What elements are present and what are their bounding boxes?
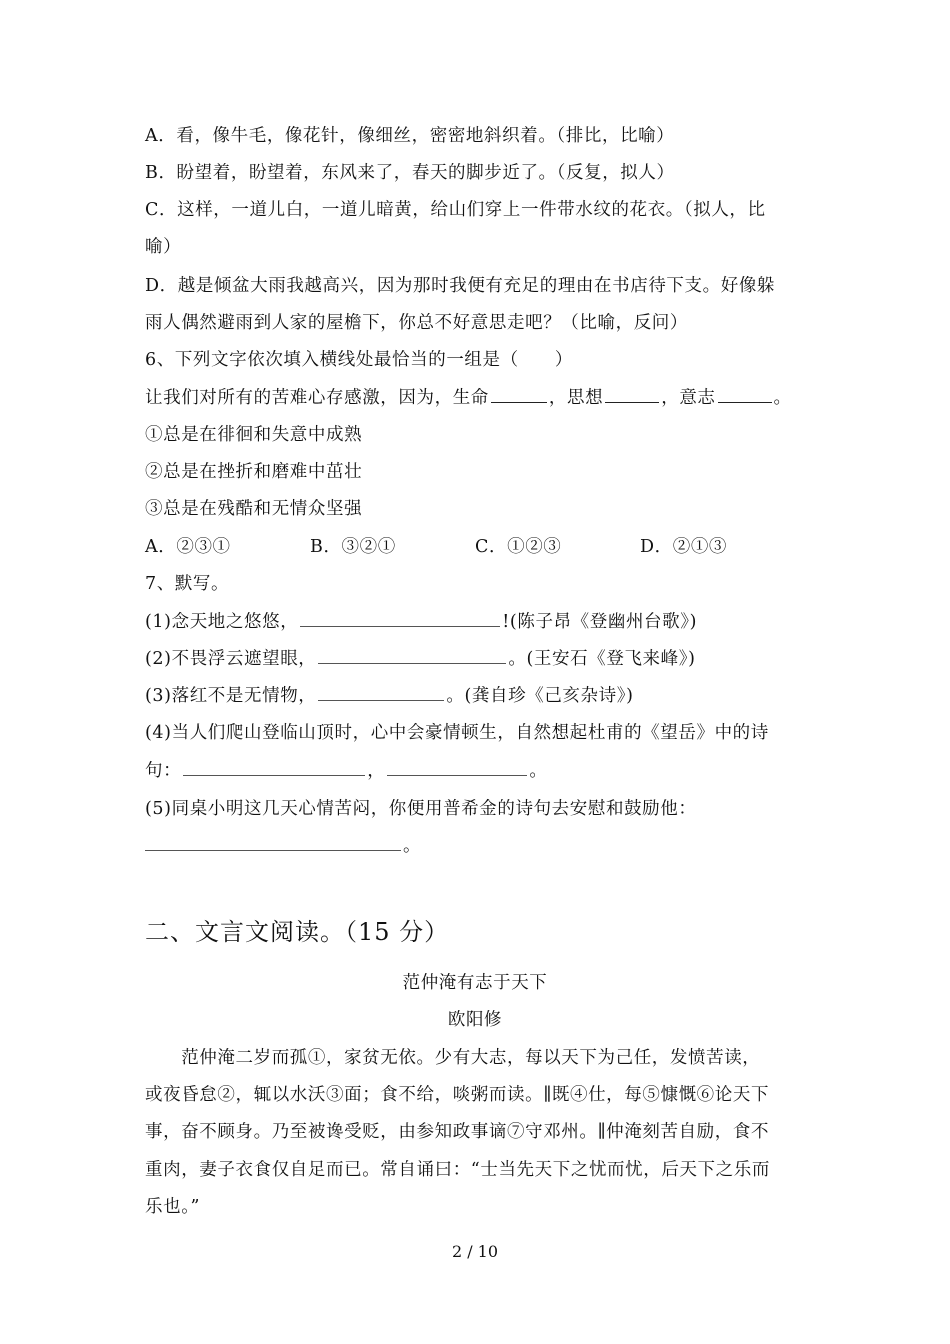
blank-2	[605, 384, 659, 403]
option-c-line2: 喻）	[145, 237, 182, 257]
q7-sub-1-source: !(陈子昂《登幽州台歌》)	[502, 612, 698, 632]
option-d-line2: 雨人偶然避雨到人家的屋檐下，你总不好意思走吧？（比喻，反问）	[145, 313, 688, 333]
blank-1	[491, 384, 547, 403]
option-d-line1: D．越是倾盆大雨我越高兴，因为那时我便有充足的理由在书店待下支。好像躲	[145, 276, 776, 296]
q7-sub-4-end: 。	[529, 761, 548, 781]
q7-sub-4-comma: ，	[367, 761, 386, 781]
option-c-line1: C．这样，一道儿白，一道儿暗黄，给山们穿上一件带水纹的花衣。（拟人，比	[145, 200, 766, 220]
q6-choice-c: C．①②③	[475, 537, 562, 557]
q6-choice-a: A．②③①	[145, 537, 231, 557]
q7-sub-2	[145, 645, 696, 670]
q7-sub-1-text: (1)念天地之悠悠，	[145, 612, 299, 632]
passage-line-2: 或夜昏怠②，辄以水沃③面；食不给，啖粥而读。∥既④仕，每⑤慷慨⑥论天下	[145, 1085, 770, 1105]
q7-sub-5-line1: (5)同桌小明这几天心情苦闷，你便用普希金的诗句去安慰和鼓励他：	[145, 799, 697, 819]
q6-item-2: ②总是在挫折和磨难中茁壮	[145, 462, 363, 482]
q7-sub-3-source: 。(龚自珍《己亥杂诗》)	[446, 686, 634, 706]
q7-sub-3	[145, 682, 634, 707]
page-number: 2 / 10	[451, 1242, 499, 1261]
sentence-part-c: ，意志	[661, 388, 716, 408]
q7-sub-2-text: (2)不畏浮云遮望眼，	[145, 649, 317, 669]
passage-title: 范仲淹有志于天下	[402, 973, 548, 993]
section-heading: 二、文言文阅读。（15 分）	[145, 918, 450, 946]
blank-3	[718, 384, 772, 403]
option-a: A．看，像牛毛，像花针，像细丝，密密地斜织着。（排比，比喻）	[145, 126, 675, 146]
q7-sub-4-line1: (4)当人们爬山登临山顶时，心中会豪情顿生，自然想起杜甫的《望岳》中的诗	[145, 723, 769, 743]
q7-sub-4-line2	[145, 757, 547, 782]
q7-sub-5-line2	[145, 832, 421, 857]
q6-choice-d: D．②①③	[640, 537, 728, 557]
question-6-stem: 6、下列文字依次填入横线处最恰当的一组是（ ）	[145, 350, 574, 370]
sentence-part-b: ，思想	[548, 388, 604, 408]
blank-q7-5	[145, 832, 401, 851]
blank-q7-1	[300, 608, 500, 627]
blank-q7-3	[318, 682, 444, 701]
option-b: B．盼望着，盼望着，东风来了，春天的脚步近了。（反复，拟人）	[145, 163, 675, 183]
q7-sub-3-text: (3)落红不是无情物，	[145, 686, 317, 706]
q6-choice-b: B．③②①	[310, 537, 396, 557]
passage-line-4: 重肉，妻子衣食仅自足而已。常自诵曰：“士当先天下之忧而忧，后天下之乐而	[145, 1160, 770, 1180]
sentence-part-a: 让我们对所有的苦难心存感激，因为，生命	[145, 388, 489, 408]
question-6-sentence	[145, 384, 792, 409]
blank-q7-4a	[183, 757, 365, 776]
blank-q7-4b	[387, 757, 527, 776]
passage-line-1: 范仲淹二岁而孤①，家贫无依。少有大志，每以天下为己任，发愤苦读，	[145, 1048, 761, 1068]
passage-author: 欧阳修	[447, 1010, 503, 1030]
passage-line-3: 事，奋不顾身。乃至被谗受贬，由参知政事谪⑦守邓州。∥仲淹刻苦自励，食不	[145, 1122, 770, 1142]
sentence-part-d: 。	[773, 388, 792, 408]
passage-line-5: 乐也。”	[145, 1197, 201, 1217]
q7-sub-1	[145, 608, 697, 633]
question-7-stem: 7、默写。	[145, 574, 230, 594]
blank-q7-2	[318, 645, 506, 664]
q7-sub-5-end: 。	[403, 836, 422, 856]
q7-sub-2-source: 。(王安石《登飞来峰》)	[508, 649, 696, 669]
q6-item-1: ①总是在徘徊和失意中成熟	[145, 425, 363, 445]
q7-sub-4-prefix: 句：	[145, 761, 182, 781]
q6-item-3: ③总是在残酷和无情众坚强	[145, 499, 363, 519]
